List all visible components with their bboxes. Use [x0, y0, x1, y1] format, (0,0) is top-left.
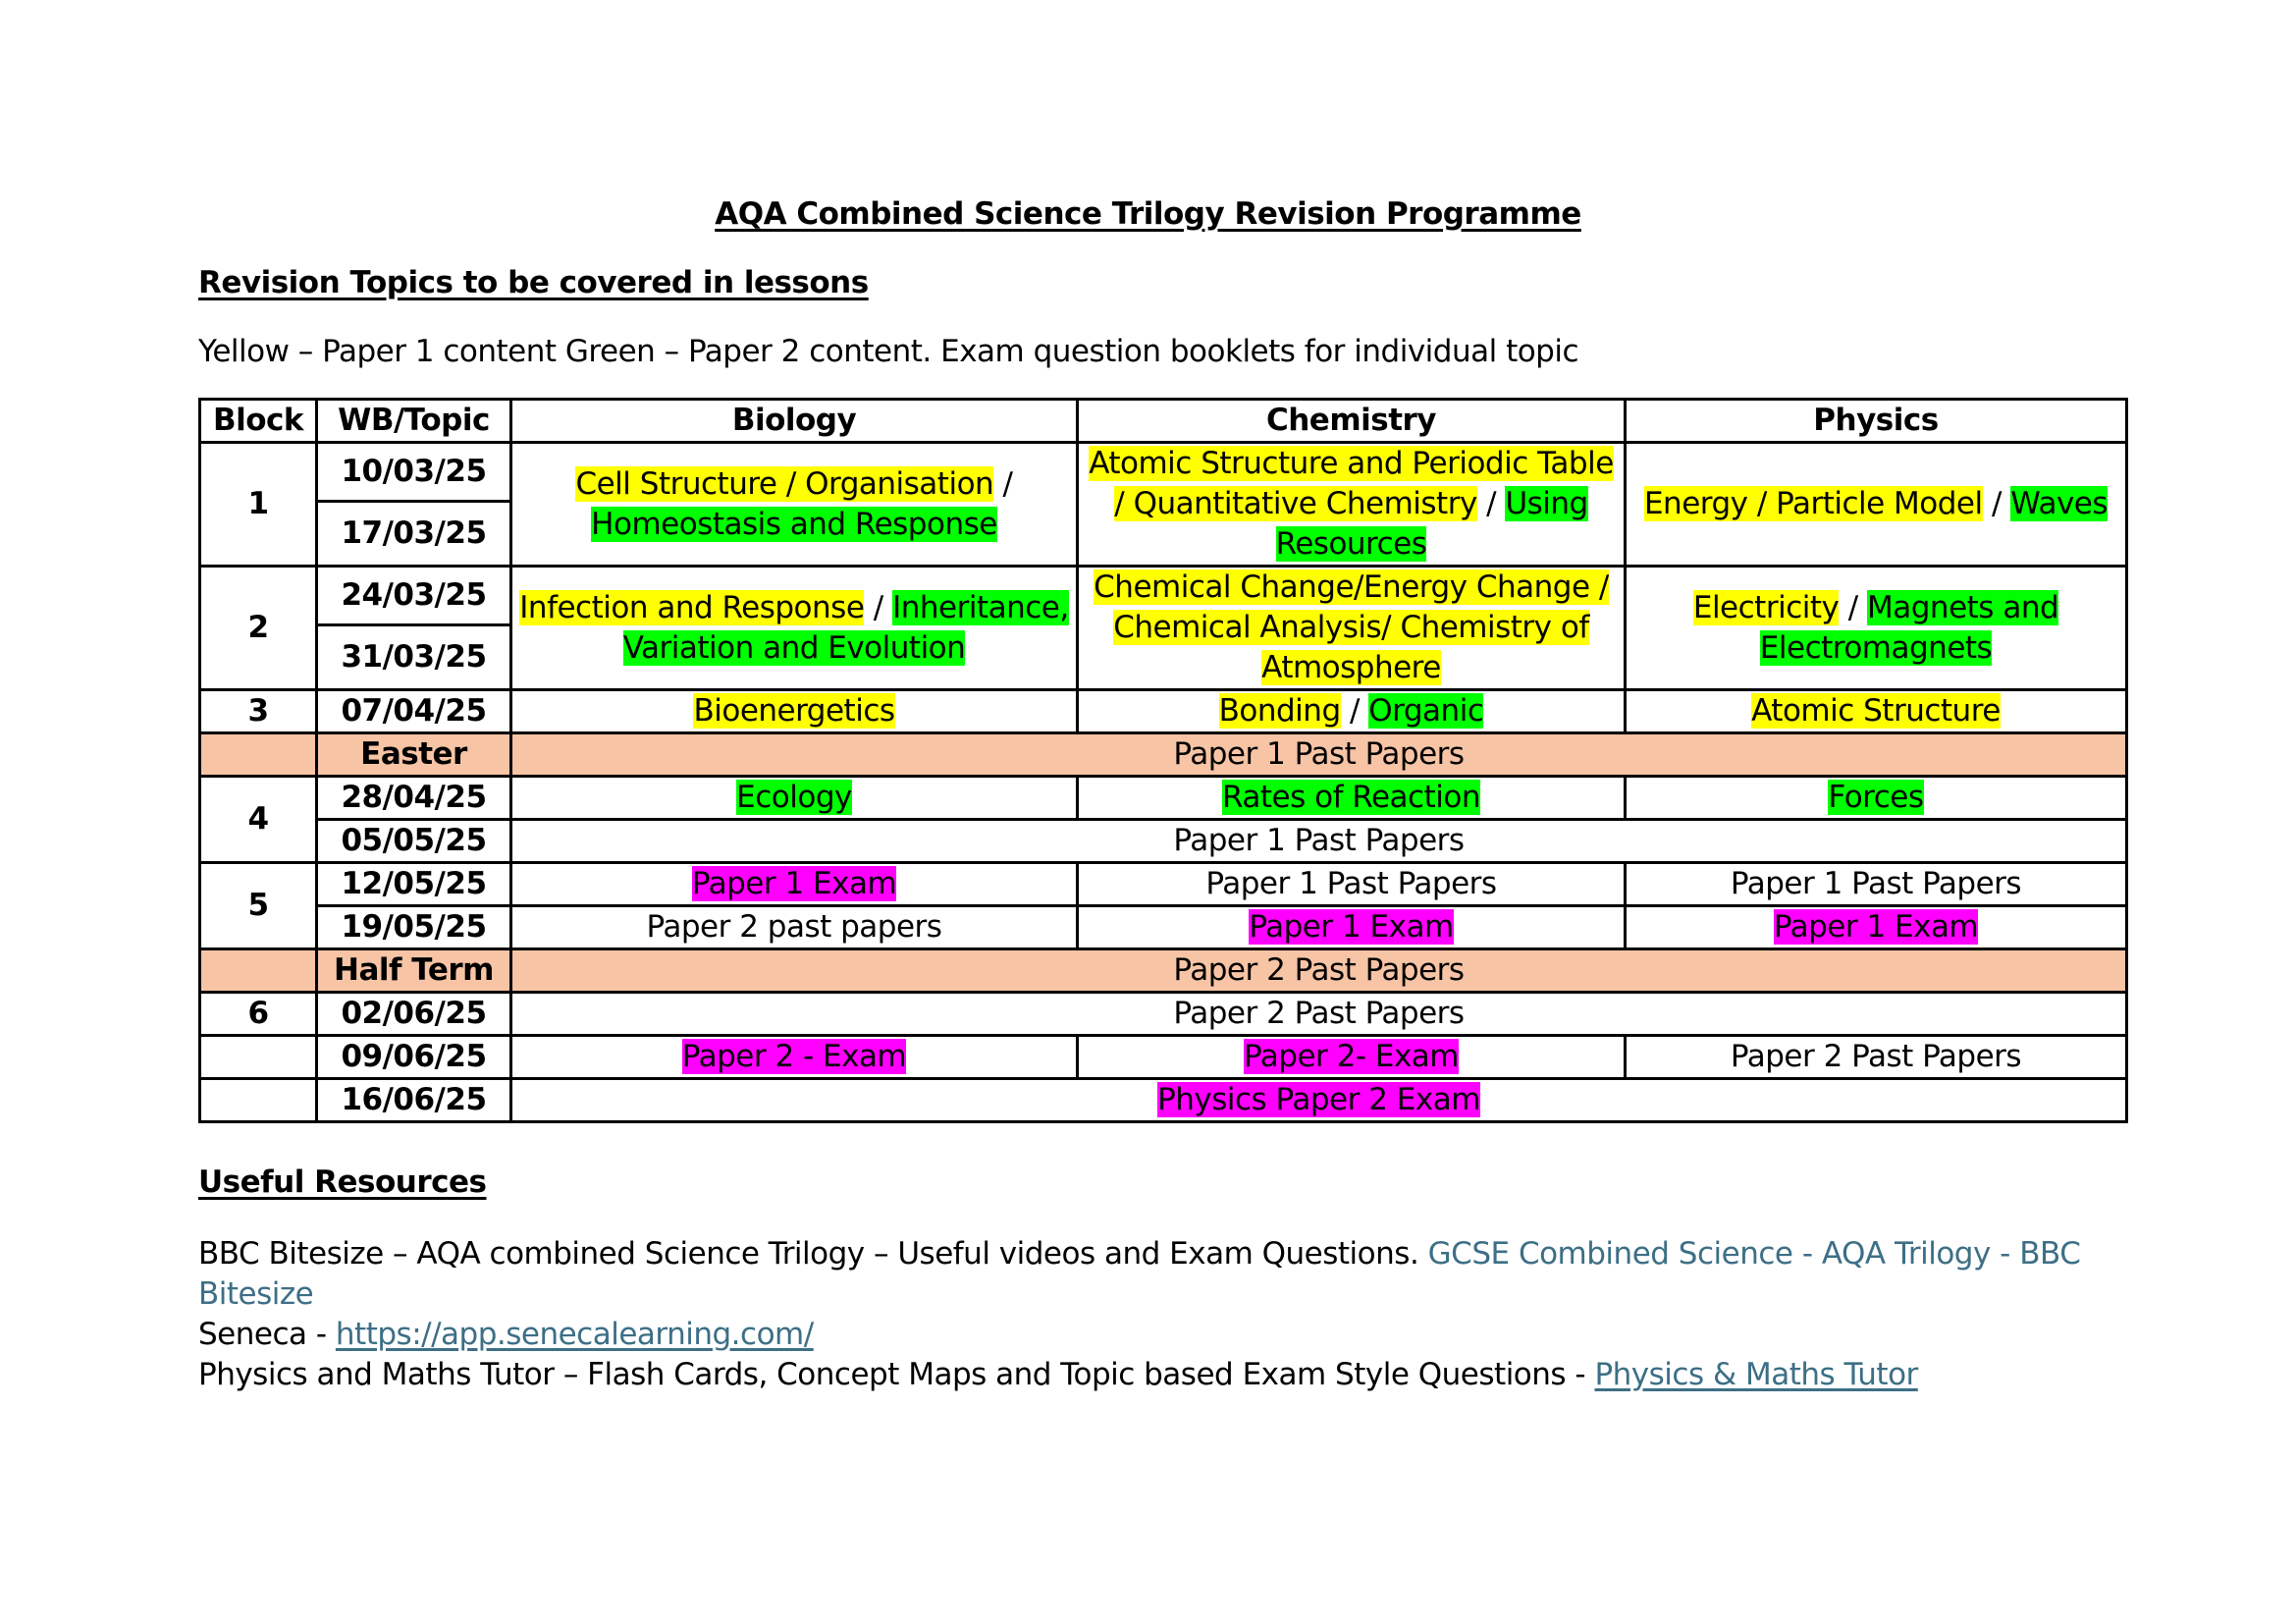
chemistry-cell: [1078, 906, 1626, 949]
pmt-description: Physics and Maths Tutor – Flash Cards, Concept Maps and Topic based Exam Style Questions -: [198, 1357, 1595, 1392]
chemistry-cell: [1078, 1036, 1626, 1079]
bbc-description: BBC Bitesize – AQA combined Science Trilogy – Useful videos and Exam Questions.: [198, 1236, 1428, 1272]
paper1-topic: Infection and Response: [519, 589, 865, 625]
exam-label: Paper 1 Exam: [1249, 909, 1454, 945]
physics-cell: [1626, 777, 2127, 820]
block-number: 6: [200, 993, 317, 1036]
paper2-topic: Waves: [2010, 486, 2109, 521]
seneca-link[interactable]: https://app.senecalearning.com/: [335, 1317, 814, 1352]
holiday-label: Easter: [317, 733, 511, 777]
paper1-topic: Cell Structure / Organisation: [575, 465, 994, 502]
paper1-topic: Electricity: [1692, 589, 1840, 625]
physics-cell: [1626, 690, 2127, 733]
biology-cell: [511, 1036, 1078, 1079]
paper2-topic: Magnets and Electromagnets: [1759, 589, 2059, 666]
chemistry-cell: [1078, 690, 1626, 733]
block-number: 1: [200, 443, 317, 567]
table-row: [200, 690, 2127, 733]
seneca-description: Seneca -: [198, 1317, 336, 1352]
week-date: 07/04/25: [317, 690, 511, 733]
block-number-empty: [200, 1079, 317, 1122]
holiday-activity: Paper 1 Past Papers: [511, 733, 2127, 777]
table-row: [200, 1079, 2127, 1122]
paper2-topic: Using Resources: [1275, 486, 1588, 562]
holiday-row-half-term: [200, 949, 2127, 993]
seneca-resource-line: [198, 1315, 814, 1355]
separator: /: [1839, 589, 1868, 625]
exam-label: Paper 2 - Exam: [681, 1039, 907, 1074]
block-number-empty: [200, 1036, 317, 1079]
paper1-topic: Atomic Structure and Periodic Table / Quantitative Chemistry: [1089, 446, 1614, 521]
biology-cell: [511, 690, 1078, 733]
block-number: 5: [200, 863, 317, 949]
physics-cell: [1626, 906, 2127, 949]
header-block: Block: [200, 400, 317, 443]
chemistry-cell: [1078, 777, 1626, 820]
chemistry-cell: Paper 1 Past Papers: [1078, 863, 1626, 906]
table-row: [200, 993, 2127, 1036]
pmt-resource-line: [198, 1355, 1918, 1395]
paper2-topic: Organic: [1368, 693, 1484, 729]
bbc-resource-line: [198, 1234, 2125, 1274]
paper1-topic: Atomic Structure: [1751, 693, 2001, 729]
week-date: 17/03/25: [317, 502, 511, 567]
paper1-topic: Chemical Change/Energy Change / Chemical Analysis/ Chemistry of Atmosphere: [1094, 569, 1609, 685]
table-row: [200, 567, 2127, 625]
week-date: 16/06/25: [317, 1079, 511, 1122]
week-date: 02/06/25: [317, 993, 511, 1036]
week-date: 05/05/25: [317, 820, 511, 863]
table-row: [200, 443, 2127, 502]
color-key-text: Yellow – Paper 1 content Green – Paper 2 content. Exam question booklets for individual topic: [198, 334, 1579, 369]
block-number-empty: [200, 949, 317, 993]
week-date: 09/06/25: [317, 1036, 511, 1079]
week-date: 12/05/25: [317, 863, 511, 906]
table-row: [200, 820, 2127, 863]
biology-cell: [511, 863, 1078, 906]
merged-activity: [511, 1079, 2127, 1122]
block-number: 2: [200, 567, 317, 690]
bbc-resource-line-continued: [198, 1274, 313, 1315]
paper2-topic: Inheritance, Variation and Evolution: [622, 589, 1069, 666]
separator: /: [1340, 693, 1369, 729]
separator: /: [1476, 486, 1506, 521]
header-wb-topic: WB/Topic: [317, 400, 511, 443]
biology-cell: [511, 567, 1078, 690]
bbc-bitesize-link-continued[interactable]: Bitesize: [198, 1276, 314, 1312]
week-date: 10/03/25: [317, 443, 511, 502]
exam-label: Paper 1 Exam: [1773, 909, 1979, 945]
biology-cell: [511, 443, 1078, 567]
paper1-topic: Bioenergetics: [693, 693, 895, 729]
exam-label: Physics Paper 2 Exam: [1157, 1082, 1480, 1117]
paper2-topic: Forces: [1828, 780, 1924, 815]
topics-heading: Revision Topics to be covered in lessons: [198, 265, 869, 300]
paper1-topic: Energy / Particle Model: [1643, 486, 1983, 521]
table-row: [200, 906, 2127, 949]
paper1-topic: Bonding: [1218, 693, 1341, 729]
resources-heading: Useful Resources: [198, 1164, 487, 1200]
paper2-topic: Homeostasis and Response: [591, 506, 997, 542]
chemistry-cell: [1078, 567, 1626, 690]
paper2-topic: Rates of Reaction: [1222, 780, 1480, 815]
week-date: 31/03/25: [317, 625, 511, 690]
separator: /: [864, 589, 893, 625]
physics-cell: Paper 2 Past Papers: [1626, 1036, 2127, 1079]
holiday-activity: Paper 2 Past Papers: [511, 949, 2127, 993]
pmt-link[interactable]: Physics & Maths Tutor: [1594, 1357, 1918, 1392]
table-row: [200, 1036, 2127, 1079]
header-chemistry: Chemistry: [1078, 400, 1626, 443]
table-row: [200, 777, 2127, 820]
page-title: AQA Combined Science Trilogy Revision Programme: [715, 196, 1581, 232]
week-date: 28/04/25: [317, 777, 511, 820]
header-biology: Biology: [511, 400, 1078, 443]
biology-cell: Paper 2 past papers: [511, 906, 1078, 949]
header-physics: Physics: [1626, 400, 2127, 443]
table-header-row: [200, 400, 2127, 443]
holiday-row-easter: [200, 733, 2127, 777]
merged-activity: Paper 2 Past Papers: [511, 993, 2127, 1036]
block-number-empty: [200, 733, 317, 777]
merged-activity: Paper 1 Past Papers: [511, 820, 2127, 863]
week-date: 19/05/25: [317, 906, 511, 949]
separator: /: [993, 465, 1013, 502]
physics-cell: [1626, 443, 2127, 567]
week-date: 24/03/25: [317, 567, 511, 625]
exam-label: Paper 2- Exam: [1243, 1039, 1460, 1074]
table-row: [200, 863, 2127, 906]
bbc-bitesize-link[interactable]: GCSE Combined Science - AQA Trilogy - BBC: [1427, 1236, 2081, 1272]
holiday-label: Half Term: [317, 949, 511, 993]
exam-label: Paper 1 Exam: [691, 866, 897, 901]
physics-cell: [1626, 567, 2127, 690]
chemistry-cell: [1078, 443, 1626, 567]
block-number: 4: [200, 777, 317, 863]
separator: /: [1982, 486, 2011, 521]
paper2-topic: Ecology: [736, 780, 852, 815]
physics-cell: Paper 1 Past Papers: [1626, 863, 2127, 906]
biology-cell: [511, 777, 1078, 820]
revision-table: [198, 398, 2128, 1123]
block-number: 3: [200, 690, 317, 733]
